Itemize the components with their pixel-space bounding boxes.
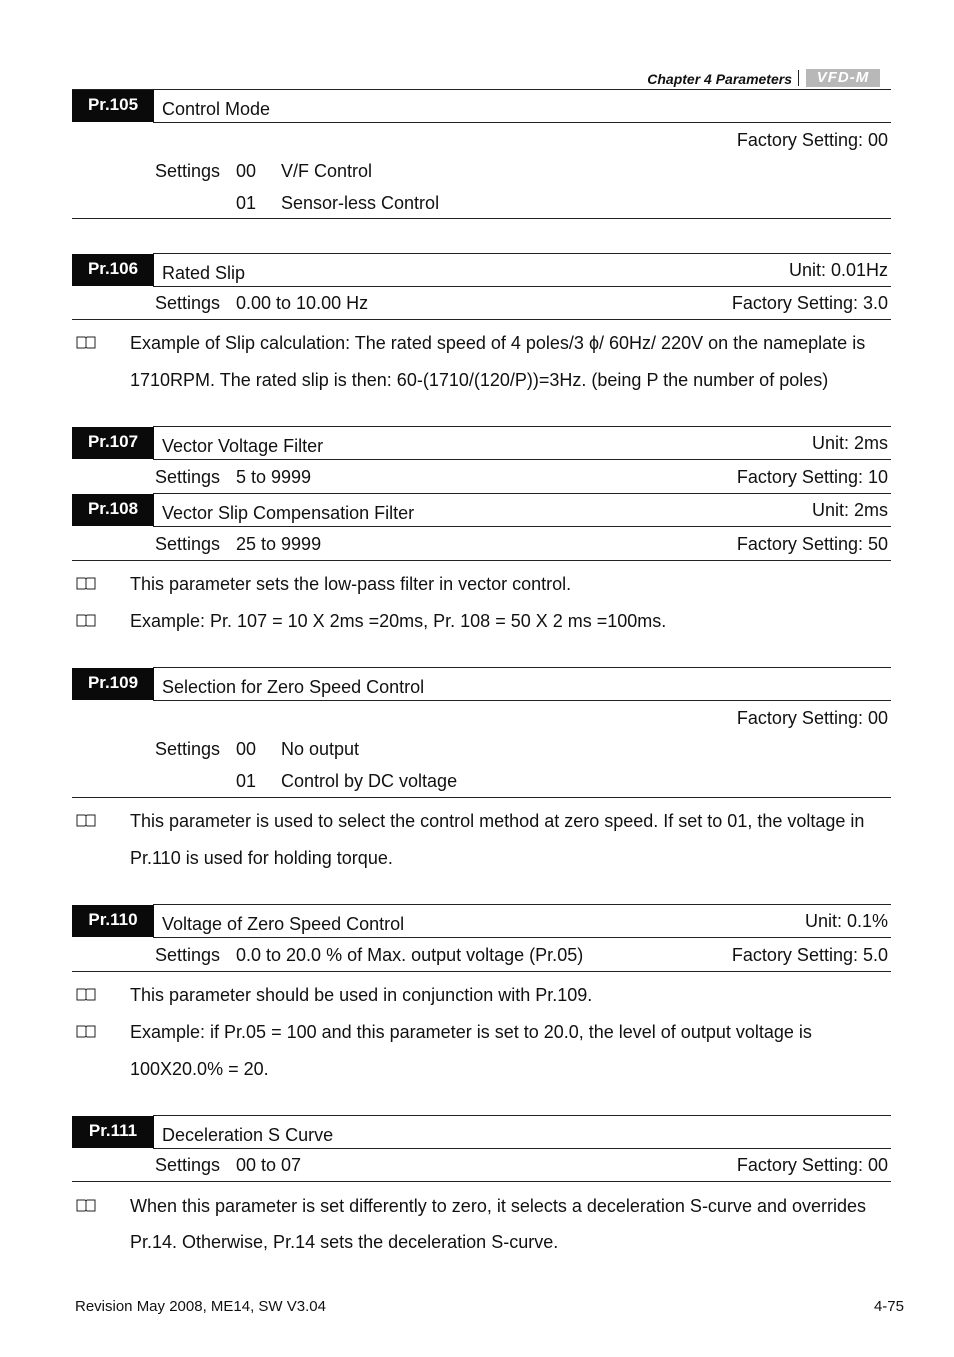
book-icon (76, 1024, 96, 1038)
option-code: 00 (236, 161, 257, 181)
note-text: This parameter sets the low-pass filter in vector control. (130, 574, 572, 594)
rule (153, 700, 891, 701)
book-icon (76, 576, 96, 590)
book-icon (76, 987, 96, 1001)
factory-setting-111: Factory Setting: 00 (736, 1155, 888, 1175)
rule (72, 971, 891, 972)
param-name-107: Vector Voltage Filter (162, 436, 324, 456)
param-name-106: Rated Slip (162, 263, 246, 283)
param-code-105: Pr.105 (72, 90, 154, 122)
book-icon (76, 613, 96, 627)
note-text: This parameter is used to select the control method at zero speed. If set to 01, the voltage in (130, 811, 865, 831)
param-name-111: Deceleration S Curve (162, 1125, 334, 1145)
param-name-105: Control Mode (162, 99, 271, 119)
book-icon (76, 1198, 96, 1212)
book-icon (76, 335, 96, 349)
note-text: 100X20.0% = 20. (130, 1059, 269, 1079)
note-text: 1710RPM. The rated slip is then: 60-(1710/(120/P))=3Hz. (being P the number of poles) (130, 370, 829, 390)
rule (153, 122, 891, 123)
settings-range-108: 25 to 9999 (236, 534, 322, 554)
note-text: Example of Slip calculation: The rated speed of 4 poles/3 ϕ/ 60Hz/ 220V on the nameplate is (130, 333, 866, 353)
factory-setting-107: Factory Setting: 10 (736, 467, 888, 487)
settings-label: Settings (155, 161, 221, 181)
rule (153, 253, 891, 254)
param-code-108: Pr.108 (72, 494, 154, 526)
settings-range-106: 0.00 to 10.00 Hz (236, 293, 369, 313)
note-text: Example: Pr. 107 = 10 X 2ms =20ms, Pr. 108 = 50 X 2 ms =100ms. (130, 611, 667, 631)
param-code-106: Pr.106 (72, 254, 154, 286)
settings-range-110: 0.0 to 20.0 % of Max. output voltage (Pr.05) (236, 945, 584, 965)
chapter-title: Chapter 4 Parameters (647, 71, 792, 87)
rule (72, 319, 891, 320)
rule (72, 1181, 891, 1182)
note-text: Pr.14. Otherwise, Pr.14 sets the deceleration S-curve. (130, 1232, 559, 1252)
note-text: When this parameter is set differently to zero, it selects a deceleration S-curve and overrides (130, 1196, 867, 1216)
settings-label: Settings (155, 1155, 221, 1175)
note-text: Example: if Pr.05 = 100 and this parameter is set to 20.0, the level of output voltage is (130, 1022, 812, 1042)
param-code-110: Pr.110 (72, 905, 154, 937)
unit-106: Unit: 0.01Hz (788, 260, 888, 280)
rule (72, 218, 891, 219)
option-code: 00 (236, 739, 257, 759)
note-text: Pr.110 is used for holding torque. (130, 848, 393, 868)
rule (153, 493, 891, 494)
rule (153, 526, 891, 527)
unit-107: Unit: 2ms (811, 433, 888, 453)
settings-range-107: 5 to 9999 (236, 467, 312, 487)
note-text: This parameter should be used in conjunction with Pr.109. (130, 985, 593, 1005)
settings-label: Settings (155, 293, 221, 313)
settings-label: Settings (155, 467, 221, 487)
settings-range-111: 00 to 07 (236, 1155, 302, 1175)
param-name-108: Vector Slip Compensation Filter (162, 503, 415, 523)
factory-setting-110: Factory Setting: 5.0 (731, 945, 888, 965)
rule (72, 560, 891, 561)
option-text: Control by DC voltage (281, 771, 458, 791)
param-code-107: Pr.107 (72, 427, 154, 459)
settings-label: Settings (155, 945, 221, 965)
unit-110: Unit: 0.1% (804, 911, 888, 931)
param-code-109: Pr.109 (72, 668, 154, 700)
param-name-109: Selection for Zero Speed Control (162, 677, 425, 697)
factory-setting-105: Factory Setting: 00 (736, 130, 888, 150)
vfd-m-logo: VFD-M (806, 69, 880, 87)
header-rule (72, 89, 891, 90)
header-separator (798, 70, 799, 86)
rule (153, 286, 891, 287)
rule (153, 937, 891, 938)
factory-setting-109: Factory Setting: 00 (736, 708, 888, 728)
option-code: 01 (236, 193, 257, 213)
rule (153, 667, 891, 668)
rule (153, 459, 891, 460)
book-icon (76, 813, 96, 827)
settings-label: Settings (155, 739, 221, 759)
rule (153, 1115, 891, 1116)
page-number: 4-75 (873, 1298, 904, 1315)
rule (153, 904, 891, 905)
rule (153, 1148, 891, 1149)
settings-label: Settings (155, 534, 221, 554)
param-code-111: Pr.111 (72, 1116, 154, 1148)
option-code: 01 (236, 771, 257, 791)
option-text: V/F Control (281, 161, 373, 181)
option-text: No output (281, 739, 360, 759)
factory-setting-106: Factory Setting: 3.0 (731, 293, 888, 313)
param-name-110: Voltage of Zero Speed Control (162, 914, 405, 934)
option-text: Sensor-less Control (281, 193, 440, 213)
footer-revision: Revision May 2008, ME14, SW V3.04 (75, 1298, 326, 1315)
unit-108: Unit: 2ms (811, 500, 888, 520)
factory-setting-108: Factory Setting: 50 (736, 534, 888, 554)
rule (72, 797, 891, 798)
rule (153, 426, 891, 427)
